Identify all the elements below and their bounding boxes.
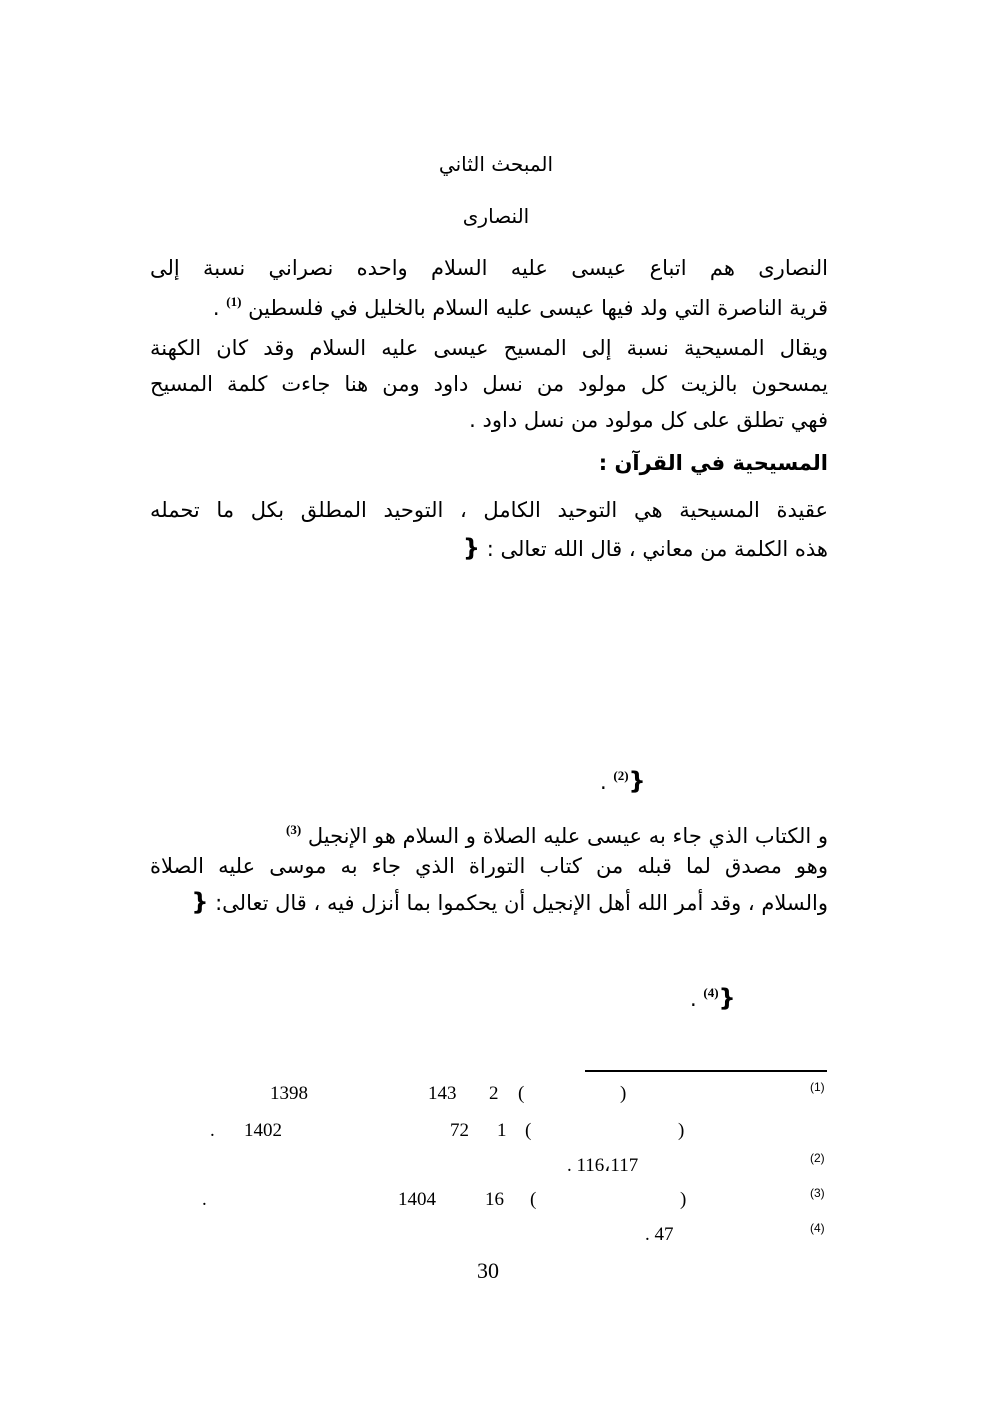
footnote-number-2: (2) (810, 1151, 825, 1165)
para2-line3: فهي تطلق على كل مولود من نسل داود . (469, 408, 828, 432)
para1-line2-text: قرية الناصرة التي ولد فيها عيسى عليه السلام بالخليل في فلسطين (248, 296, 828, 320)
para4-line3-text: والسلام ، وقد أمر الله أهل الإنجيل أن يحكموا بما أنزل فيه ، قال تعالى: (215, 891, 828, 915)
fn3-paren-close: ) (680, 1189, 687, 1210)
para1-line2 (213, 284, 828, 326)
fn1-paren-close: ) (620, 1083, 627, 1104)
para4-line1-text: و الكتاب الذي جاء به عيسى عليه الصلاة و السلام هو الإنجيل (307, 824, 828, 848)
quote2-end (690, 975, 736, 1017)
fn1b-paren-open: ( (525, 1120, 532, 1141)
quote2-dot: . (690, 987, 697, 1011)
quote-open-brace-2: { (191, 888, 209, 916)
fn1b-dot: . (210, 1120, 215, 1141)
para3-line2 (463, 530, 828, 567)
quote-open-brace-1: { (462, 534, 480, 562)
page-number: 30 (477, 1258, 499, 1283)
quote-close-brace-1: } (628, 767, 646, 795)
fn1-page: 143 (428, 1083, 457, 1104)
fn3-dot: . (202, 1189, 207, 1210)
quote1-end (600, 758, 646, 800)
para4-line2: وهو مصدق لما قبله من كتاب التوراة الذي جاء به موسى عليه الصلاة (150, 854, 828, 878)
para1-line1: النصارى هم اتباع عيسى عليه السلام واحده نصراني نسبة إلى (150, 256, 828, 280)
para2-line2: يمسحون بالزيت كل مولود من نسل داود ومن هنا جاءت كلمة المسيح (150, 372, 828, 396)
fn1b-year: 1402 (244, 1120, 282, 1141)
fn1b-paren-close: ) (678, 1120, 685, 1141)
fn4-text: . 47 (645, 1224, 674, 1245)
fn3-page: 16 (485, 1189, 504, 1210)
footnote-ref-2: (2) (613, 768, 629, 783)
para3-line1: عقيدة المسيحية هي التوحيد الكامل ، التوحيد المطلق بكل ما تحمله (150, 498, 828, 522)
quote1-dot: . (600, 770, 607, 794)
footnote-ref-4: (4) (703, 985, 719, 1000)
subheading-christianity-in-quran: المسيحية في القرآن : (598, 451, 828, 475)
fn3-paren-open: ( (530, 1189, 537, 1210)
para3-line2-text: هذه الكلمة من معاني ، قال الله تعالى : (486, 537, 828, 561)
para2-line1: ويقال المسيحية نسبة إلى المسيح عيسى عليه السلام وقد كان الكهنة (150, 336, 828, 360)
section-title: المبحث الثاني (438, 152, 554, 176)
footnote-ref-1: (1) (226, 294, 242, 309)
para4-line3 (191, 884, 828, 921)
fn1-paren-open: ( (518, 1083, 525, 1104)
footnote-number-3: (3) (810, 1186, 825, 1200)
footnote-number-4: (4) (810, 1221, 825, 1235)
para1-end: . (212, 296, 220, 320)
footnote-number-1: (1) (810, 1080, 825, 1094)
fn3-year: 1404 (398, 1189, 436, 1210)
fn2-text: . 116،117 (567, 1155, 639, 1176)
fn1b-page: 72 (450, 1120, 469, 1141)
section-subtitle: النصارى (462, 204, 530, 228)
footnote-ref-3: (3) (285, 822, 302, 837)
footnote-separator (585, 1070, 827, 1072)
fn1b-volume: 1 (497, 1120, 507, 1141)
quote-close-brace-2: } (718, 984, 736, 1012)
fn1-year: 1398 (270, 1083, 308, 1104)
fn1-volume: 2 (489, 1083, 499, 1104)
